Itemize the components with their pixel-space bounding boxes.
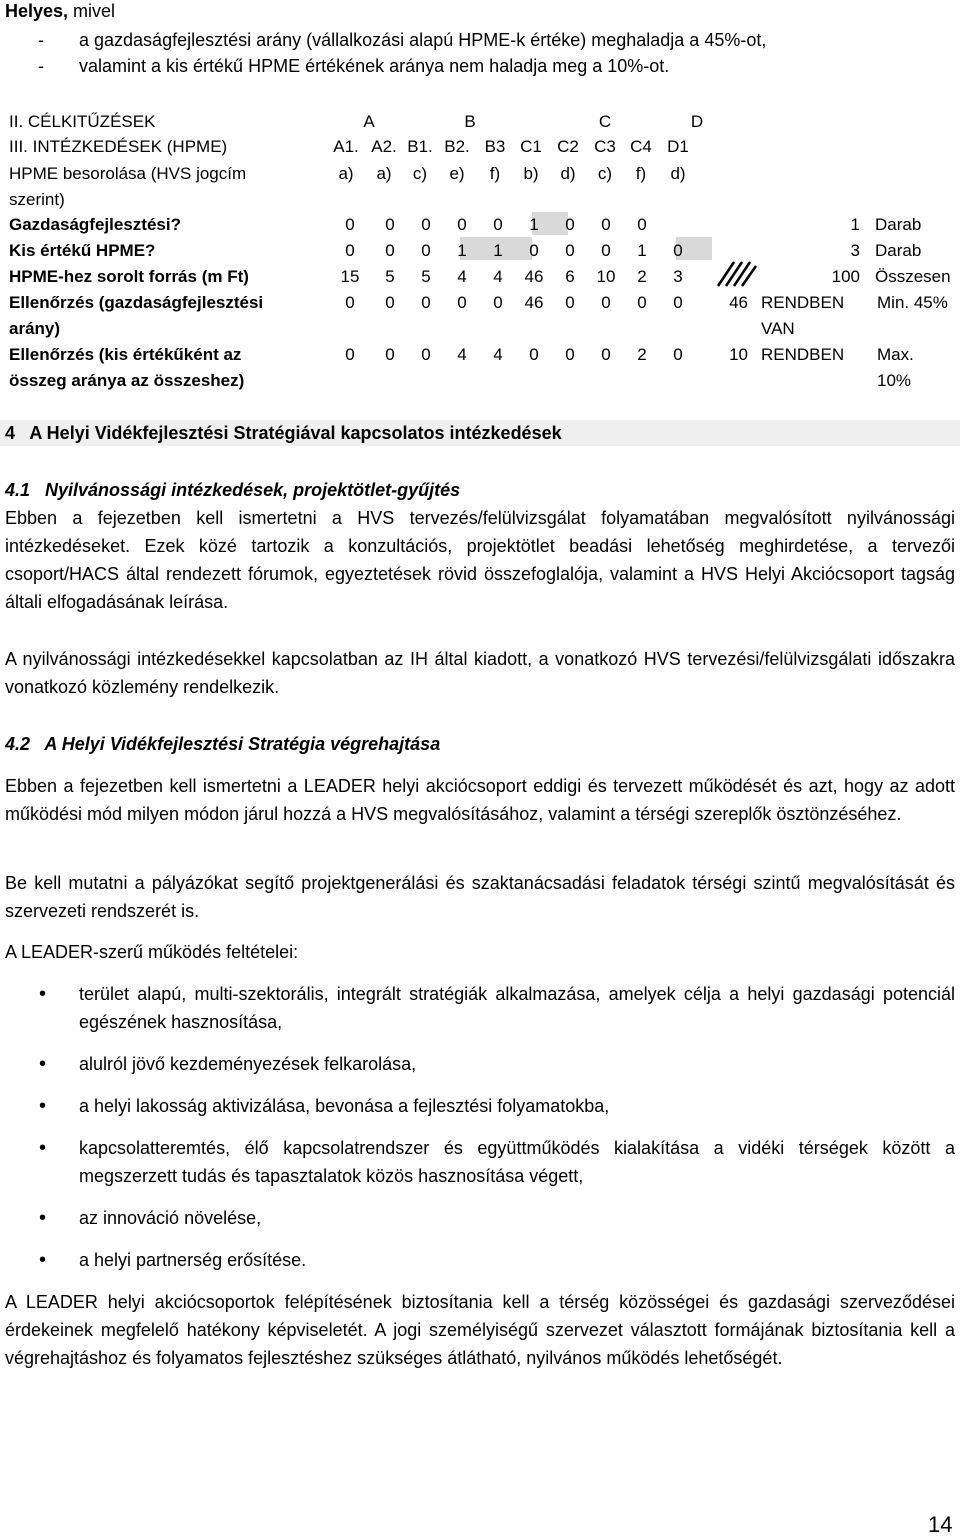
- table-cell: 4: [493, 345, 503, 364]
- s42-paragraph-3: A LEADER-szerű működés feltételei:: [5, 942, 299, 962]
- bullet-dot: •: [39, 1249, 47, 1271]
- table-cell: 0: [565, 293, 575, 312]
- table-cell: 0: [565, 345, 575, 364]
- row-unit: Összesen: [875, 267, 951, 286]
- check1-status: RENDBEN: [761, 293, 845, 312]
- table-cell: 1: [457, 241, 467, 260]
- col-code: C1: [520, 137, 542, 156]
- row-label-kis-erteku: Kis értékű HPME?: [9, 241, 156, 260]
- group-header-d: D: [690, 112, 704, 131]
- check2-sum: 10: [729, 345, 748, 364]
- table-cell: 0: [345, 345, 355, 364]
- table-cell: 2: [637, 267, 647, 286]
- col-code: A2.: [371, 137, 397, 156]
- intro-lead: [5, 0, 115, 25]
- col-code: B1.: [407, 137, 433, 156]
- table-cell: 0: [345, 241, 355, 260]
- table-cell: 0: [529, 345, 539, 364]
- group-header-b: B: [464, 112, 476, 131]
- besorolas-label-cont: szerint): [9, 190, 65, 209]
- table-cell: 0: [421, 215, 431, 234]
- table-cell: 1: [529, 215, 539, 234]
- col-code: C4: [630, 137, 652, 156]
- s42-paragraph-1: Ebben a fejezetben kell ismertetni a LEADER helyi akciócsoport eddigi és tervezett működését és azt, hogy az adott működési mód milyen módon járul hozzá a HVS megvalósításához, valamint a térségi szereplők ösztönzéséhez.: [5, 776, 955, 824]
- table-cell: 0: [457, 293, 467, 312]
- table-cell: 4: [457, 267, 467, 286]
- intro-dash-2: -: [38, 56, 44, 76]
- table-cell: 0: [529, 241, 539, 260]
- col-code: A1.: [333, 137, 359, 156]
- table-cell: 15: [340, 267, 360, 286]
- check2-status: RENDBEN: [761, 345, 845, 364]
- bullet-dot: •: [39, 983, 47, 1005]
- besorolas-cell: a): [338, 164, 354, 183]
- table-cell: 0: [673, 345, 683, 364]
- table-cell: 4: [457, 345, 467, 364]
- besorolas-cell: d): [560, 164, 576, 183]
- s41-paragraph-2: A nyilvánossági intézkedésekkel kapcsolatban az IH által kiadott, a vonatkozó HVS tervezési/felülvizsgálati időszakra vonatkozó közlemény rendelkezik.: [5, 649, 955, 697]
- check2-label: Ellenőrzés (kis értékűként az: [9, 345, 242, 364]
- group-header-a: A: [363, 112, 375, 131]
- col-code: B3: [484, 137, 506, 156]
- table-cell: 0: [385, 345, 395, 364]
- row-unit: Darab: [875, 215, 922, 234]
- table-cell: 0: [345, 293, 355, 312]
- table-cell: 0: [385, 241, 395, 260]
- s42-paragraph-2: Be kell mutatni a pályázókat segítő projektgenerálási és szaktanácsadási feladatok térségi szintű megvalósítását és szervezeti rendszerét is.: [5, 873, 955, 921]
- table-cell: 0: [637, 215, 647, 234]
- list-item: kapcsolatteremtés, élő kapcsolatrendszer és együttműködés kialakítása a vidéki térségek között a megszerzett tudás és tapasztalatok közös hasznosítása végett,: [79, 1138, 955, 1186]
- check2-limit-cont: 10%: [877, 371, 912, 390]
- table-cell: 0: [601, 293, 611, 312]
- table-cell: 0: [493, 293, 503, 312]
- bullet-dot: •: [39, 1095, 47, 1117]
- row-label-gazdasagfejlesztesi: Gazdaságfejlesztési?: [9, 215, 181, 234]
- besorolas-cell: a): [376, 164, 392, 183]
- row-total: 3: [850, 241, 860, 260]
- check1-label: Ellenőrzés (gazdaságfejlesztési: [9, 293, 264, 312]
- besorolas-cell: d): [670, 164, 686, 183]
- intro-item-1: a gazdaságfejlesztési arány (vállalkozási alapú HPME-k értéke) meghaladja a 45%-ot,: [79, 30, 767, 50]
- table-cell: 0: [493, 215, 503, 234]
- table-cell: 0: [385, 215, 395, 234]
- list-item: alulról jövő kezdeményezések felkarolása,: [79, 1054, 417, 1074]
- row-total: 100: [831, 267, 860, 286]
- section-2-label: II. CÉLKITŰZÉSEK: [9, 112, 156, 131]
- table-cell: 0: [345, 215, 355, 234]
- group-header-c: C: [598, 112, 612, 131]
- bullet-dot: •: [39, 1207, 47, 1229]
- table-cell: 0: [673, 241, 683, 260]
- s41-paragraph-1: Ebben a fejezetben kell ismertetni a HVS tervezés/felülvizsgálat folyamatában megvalósított nyilvánossági intézkedéseket. Ezek közé tartozik a konzultációs, projektötlet beadási lehetőség meghirdetése, a tervezői csoport/HACS által rendezett fórumok, egyeztetések rövid összefoglalója, valamint a HVS Helyi Akciócsoport tagság általi elfogadásának leírása.: [5, 508, 955, 612]
- section-4-2-heading: 4.2 A Helyi Vidékfejlesztési Stratégia végrehajtása: [5, 734, 441, 754]
- table-cell: 10: [596, 267, 616, 286]
- table-cell: 0: [421, 345, 431, 364]
- table-cell: 0: [421, 293, 431, 312]
- table-cell: 0: [601, 215, 611, 234]
- table-cell: 0: [637, 293, 647, 312]
- table-cell: 0: [421, 241, 431, 260]
- besorolas-cell: c): [412, 164, 428, 183]
- table-cell: 6: [565, 267, 575, 286]
- col-code: C3: [594, 137, 616, 156]
- check2-label-cont: összeg aránya az összeshez): [9, 371, 245, 390]
- intro-dash-1: -: [38, 30, 44, 50]
- check1-limit: Min. 45%: [877, 293, 948, 312]
- table-cell: 0: [565, 241, 575, 260]
- table-cell: 5: [421, 267, 431, 286]
- col-code: B2.: [444, 137, 470, 156]
- col-code: C2: [557, 137, 579, 156]
- check2-limit: Max.: [877, 345, 914, 364]
- section-3-label: III. INTÉZKEDÉSEK (HPME): [9, 137, 228, 156]
- table-cell: 2: [637, 345, 647, 364]
- check1-status-cont: VAN: [761, 319, 795, 338]
- besorolas-cell: f): [489, 164, 501, 183]
- table-cell: 3: [673, 267, 683, 286]
- table-cell: 1: [493, 241, 503, 260]
- row-label-forras: HPME-hez sorolt forrás (m Ft): [9, 267, 249, 286]
- hatch-mark: [716, 258, 758, 288]
- list-item: az innováció növelése,: [79, 1208, 262, 1228]
- check1-label-cont: arány): [9, 319, 61, 338]
- bullet-dot: •: [39, 1053, 47, 1075]
- list-item: a helyi lakosság aktivizálása, bevonása a fejlesztési folyamatokba,: [79, 1096, 610, 1116]
- table-cell: 1: [637, 241, 647, 260]
- table-cell: 0: [601, 241, 611, 260]
- row-unit: Darab: [875, 241, 922, 260]
- besorolas-cell: f): [635, 164, 647, 183]
- row-total: 1: [850, 215, 860, 234]
- besorolas-cell: c): [597, 164, 613, 183]
- table-cell: 46: [524, 293, 544, 312]
- bullet-dot: •: [39, 1137, 47, 1159]
- table-cell: 0: [385, 293, 395, 312]
- s42-paragraph-4: A LEADER helyi akciócsoportok felépítésének biztosítania kell a térség közösségei és gazdasági szerveződései érdekeinek megfelelő hatékony képviseletét. A jogi személyiségű szervezet választott formájának biztosítania kell a végrehajtáshoz és folyamatos fejlesztéshez szükséges átlátható, nyilvános működés lehetőségét.: [5, 1292, 955, 1368]
- table-cell: 0: [565, 215, 575, 234]
- table-cell: 5: [385, 267, 395, 286]
- table-cell: 0: [457, 215, 467, 234]
- intro-lead-rest: mivel: [68, 1, 116, 21]
- intro-item-2: valamint a kis értékű HPME értékének aránya nem haladja meg a 10%-ot.: [79, 56, 670, 76]
- list-item: terület alapú, multi-szektorális, integrált stratégiák alkalmazása, amelyek célja a helyi gazdasági potenciál egészének hasznosítása,: [79, 984, 955, 1032]
- besorolas-label: HPME besorolása (HVS jogcím: [9, 164, 247, 183]
- list-item: a helyi partnerség erősítése.: [79, 1250, 307, 1270]
- besorolas-cell: e): [449, 164, 465, 183]
- page-number: 14: [928, 1512, 953, 1537]
- besorolas-cell: b): [523, 164, 539, 183]
- intro-lead-bold: Helyes,: [5, 1, 69, 21]
- col-code: D1: [667, 137, 689, 156]
- table-cell: 46: [524, 267, 544, 286]
- table-cell: 0: [673, 293, 683, 312]
- table-cell: 4: [493, 267, 503, 286]
- chapter-4-heading: 4 A Helyi Vidékfejlesztési Stratégiával kapcsolatos intézkedések: [5, 423, 562, 443]
- table-cell: 0: [601, 345, 611, 364]
- section-4-1-heading: 4.1 Nyilvánossági intézkedések, projektötlet-gyűjtés: [5, 480, 461, 500]
- check1-sum: 46: [729, 293, 748, 312]
